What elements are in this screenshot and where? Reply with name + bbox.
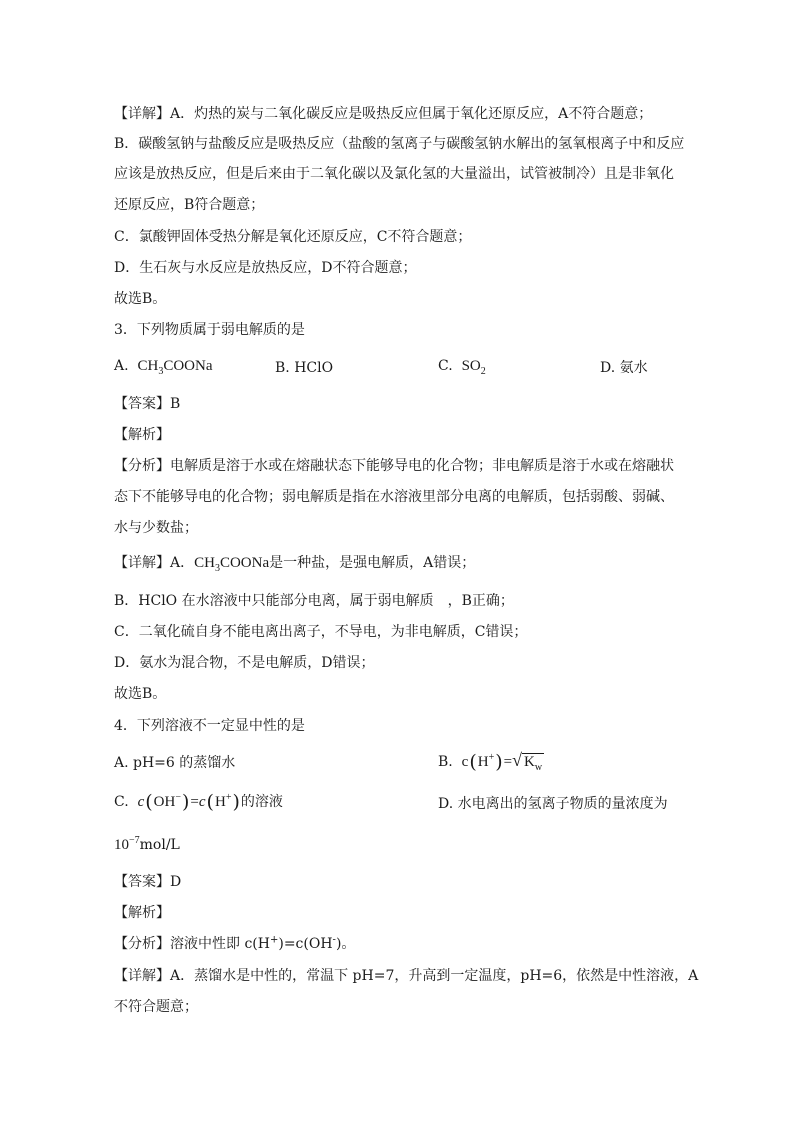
detail-line-a: 【详解】A．灼热的炭与二氧化碳反应是吸热反应但属于氧化还原反应，A不符合题意； bbox=[114, 106, 653, 122]
analysis-4-heading: 【解析】 bbox=[114, 905, 170, 921]
detail-line-d: D．生石灰与水反应是放热反应，D不符合题意； bbox=[114, 260, 417, 276]
formula-ch3coona-inline: $CH_3COONa$ bbox=[194, 555, 270, 574]
detail-3-c: C．二氧化硫自身不能电离出离子，不导电，为非电解质，C错误； bbox=[114, 624, 528, 640]
q3-option-d: D. 氨水 bbox=[600, 360, 648, 376]
q4-option-c: C. c(OH−)=c(H+)的溶液 bbox=[114, 791, 283, 813]
formula-ch3coona: $CH_3COONa$ bbox=[137, 358, 213, 377]
formula-oh-equals-h: c(OH−)=c(H+) bbox=[137, 791, 240, 813]
analysis-3-line3: 水与少数盐； bbox=[114, 520, 198, 536]
question-4-title: 4．下列溶液不一定显中性的是 bbox=[114, 718, 305, 734]
detail-3-a: 【详解】A．$CH_3COONa$是一种盐，是强电解质，A错误； bbox=[114, 555, 476, 574]
q3-option-c: C. $SO_2$ bbox=[438, 358, 486, 377]
sqrt-icon: √ bbox=[512, 750, 523, 770]
q4-option-d-value: $10^{-7}mol/L$ bbox=[114, 835, 180, 853]
analysis-4-line: 【分析】溶液中性即 c(H+)=c(OH-)。 bbox=[114, 934, 356, 952]
analysis-3-line1: 【分析】电解质是溶于水或在熔融状态下能够导电的化合物；非电解质是溶于水或在熔融状 bbox=[114, 458, 674, 474]
q4-option-a: A. pH=6 的蒸馏水 bbox=[114, 755, 236, 771]
question-3-title: 3．下列物质属于弱电解质的是 bbox=[114, 322, 305, 338]
conclusion-line: 故选B。 bbox=[114, 291, 167, 307]
analysis-3-line2: 态下不能够导电的化合物；弱电解质是指在水溶液里部分电离的电解质，包括弱酸、弱碱、 bbox=[114, 489, 674, 505]
answer-3: 【答案】B bbox=[114, 396, 181, 412]
q4-option-d: D. 水电离出的氢离子物质的量浓度为 bbox=[438, 796, 668, 812]
q3-option-b: B. HClO bbox=[275, 360, 334, 376]
detail-3-d: D．氨水为混合物，不是电解质，D错误； bbox=[114, 655, 375, 671]
conclusion-3: 故选B。 bbox=[114, 686, 167, 702]
answer-4: 【答案】D bbox=[114, 874, 182, 890]
detail-line-b1: B．碳酸氢钠与盐酸反应是吸热反应（盐酸的氢离子与碳酸氢钠水解出的氢氧根离子中和反应 bbox=[114, 136, 685, 152]
formula-so2: $SO_2$ bbox=[461, 358, 486, 377]
detail-line-b3: 还原反应，B符合题意； bbox=[114, 197, 265, 213]
detail-line-b2: 应该是放热反应，但是后来由于二氧化碳以及氯化氢的大量溢出，试管被制冷）且是非氧化 bbox=[114, 166, 674, 182]
detail-3-b: B．HClO 在水溶液中只能部分电离，属于弱电解质 ，B正确； bbox=[114, 593, 514, 609]
detail-4-a-line2: 不符合题意； bbox=[114, 999, 198, 1015]
detail-4-a-line1: 【详解】A．蒸馏水是中性的，常温下 pH=7，升高到一定温度，pH=6，依然是中性溶液，A bbox=[114, 968, 699, 984]
q4-option-b: B. c(H+)=√ $K_w$ bbox=[438, 750, 543, 773]
analysis-3-heading: 【解析】 bbox=[114, 427, 170, 443]
formula-h-equals-sqrt-kw: c(H+)=√ $K_w$ bbox=[461, 750, 543, 773]
detail-line-c: C．氯酸钾固体受热分解是氧化还原反应，C不符合题意； bbox=[114, 229, 472, 245]
q3-option-a: A. $CH_3COONa$ bbox=[114, 358, 213, 377]
